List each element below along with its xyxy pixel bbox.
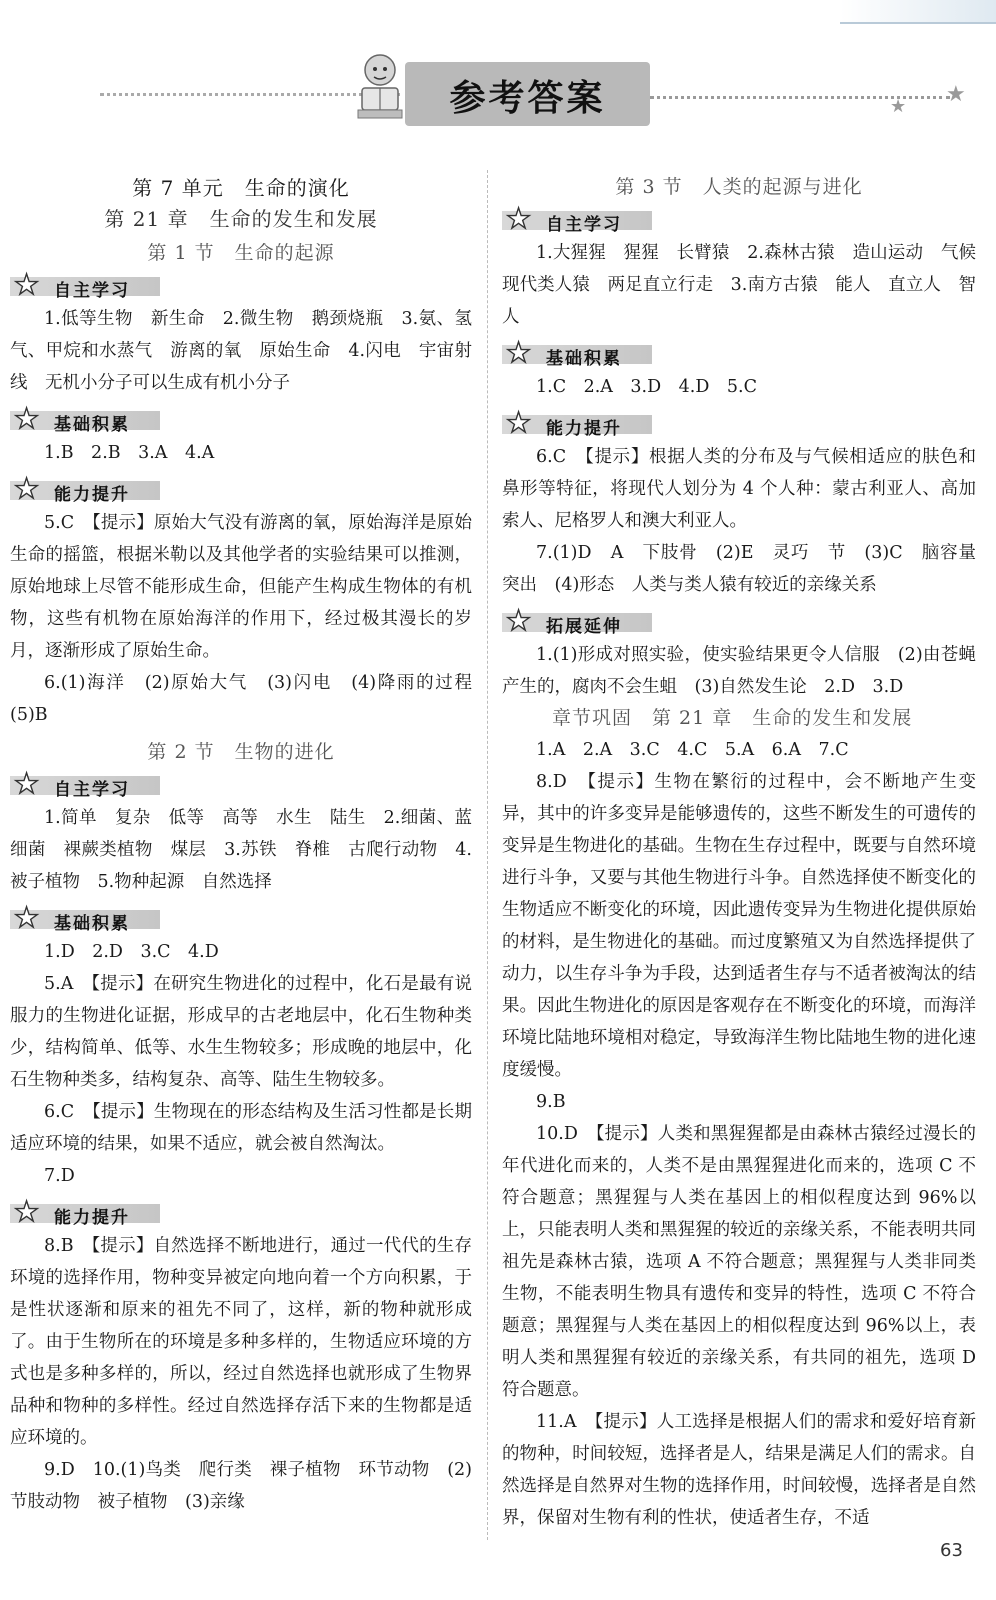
- tag-label: 自主学习: [54, 281, 130, 301]
- star-icon: ★: [14, 767, 40, 800]
- answer-paragraph: 5.A 【提示】在研究生物进化的过程中，化石是最有说服力的生物进化证据，形成早的古老地层中，化石生物种类少，结构简单、低等、水生生物较多；形成晚的地层中，化石生物种类多，结构复杂、高等、陆生生物较多。: [10, 974, 472, 1090]
- column-divider: [487, 170, 488, 1540]
- tag-label: 能力提升: [54, 1208, 130, 1228]
- answer-paragraph: 1.简单 复杂 低等 高等 水生 陆生 2.细菌、蓝细菌 裸蕨类植物 煤层 3.苏铁 脊椎 古爬行动物 4.被子植物 5.物种起源 自然选择: [10, 808, 472, 892]
- answer-paragraph: 1.(1)形成对照实验，使实验结果更令人信服 (2)由苍蝇产生的，腐肉不会生蛆 (3)自然发生论 2.D 3.D: [502, 645, 976, 697]
- answer-paragraph: 6.C 【提示】根据人类的分布及与气候相适应的肤色和鼻形等特征，将现代人划分为 4 个人种：蒙古利亚人、高加索人、尼格罗人和澳大利亚人。: [502, 447, 976, 531]
- section-tag: [502, 604, 976, 637]
- answer-paragraph: 5.C 【提示】原始大气没有游离的氧，原始海洋是原始生命的摇篮，根据米勒以及其他学者的实验结果可以推测，原始地球上尽管不能形成生命，但能产生构成生物体的有机物，这些有机物在原始海洋的作用下，经过极其漫长的岁月，逐渐形成了原始生命。: [10, 513, 472, 661]
- answer-paragraph: 7.(1)D A 下肢骨 (2)E 灵巧 节 (3)C 脑容量 突出 (4)形态 人类与类人猿有较近的亲缘关系: [502, 543, 994, 595]
- tag-label: 自主学习: [546, 215, 622, 235]
- tag-label: 自主学习: [54, 780, 130, 800]
- answer-paragraph: 1.B 2.B 3.A 4.A: [44, 443, 215, 463]
- answer-paragraph: 11.A 【提示】人工选择是根据人们的需求和爱好培育新的物种，时间较短，选择者是人，结果是满足人们的需求。自然选择是自然界对生物的选择作用，时间较慢，选择者是自然界，保留对生物有利的性状，使适者生存，不适: [502, 1412, 976, 1528]
- answer-paragraph: 1.大猩猩 猩猩 长臂猿 2.森林古猿 造山运动 气候 现代类人猿 两足直立行走 3.南方古猿 能人 直立人 智人: [502, 243, 994, 327]
- section-tag: [10, 1195, 472, 1228]
- mascot-icon: [352, 50, 404, 122]
- review-title: 章节巩固 第 21 章 生命的发生和发展: [552, 707, 913, 729]
- section-tag: [502, 202, 976, 235]
- section-tag: [502, 336, 976, 369]
- answer-paragraph: 1.低等生物 新生命 2.微生物 鹅颈烧瓶 3.氨、氢气、甲烷和水蒸气 游离的氧 原始生命 4.闪电 宇宙射线 无机小分子可以生成有机小分子: [10, 309, 472, 393]
- section-tag: [502, 406, 976, 439]
- tag-label: 基础积累: [54, 914, 130, 934]
- chapter-title: 第 21 章 生命的发生和发展: [104, 207, 378, 231]
- section-tag: [10, 901, 472, 934]
- answer-paragraph: 7.D: [44, 1166, 75, 1186]
- star-icon: ★: [14, 268, 40, 301]
- answer-paragraph: 1.C 2.A 3.D 4.D 5.C: [536, 377, 757, 397]
- left-column: [10, 166, 490, 1518]
- answer-paragraph: 8.B 【提示】自然选择不断地进行，通过一代代的生存环境的选择作用，物种变异被定向地向着一个方向积累，于是性状逐渐和原来的祖先不同了，这样，新的物种就形成了。由于生物所在的环境是多种多样的，生物适应环境的方式也是多种多样的，所以，经过自然选择也就形成了生物界品种和物种的多样性。经过自然选择存活下来的生物都是适应环境的。: [10, 1236, 472, 1448]
- answer-paragraph: 1.A 2.A 3.C 4.C 5.A 6.A 7.C: [536, 740, 849, 760]
- right-column: [502, 166, 994, 1534]
- star-icon: ★: [946, 82, 966, 107]
- tag-label: 拓展延伸: [546, 617, 622, 637]
- answer-paragraph: 1.D 2.D 3.C 4.D: [44, 942, 219, 962]
- tag-label: 能力提升: [54, 485, 130, 505]
- answer-paragraph: 10.D 【提示】人类和黑猩猩都是由森林古猿经过漫长的年代进化而来的，人类不是由黑猩猩进化而来的，选项 C 不符合题意；黑猩猩与人类在基因上的相似程度达到 96%以上，只能表明人类和黑猩猩的较近的亲缘关系，不能表明共同祖先是森林古猿，选项 A 不符合题意；黑猩猩与人类非同类生物，不能表明生物具有遗传和变异的特性，选项 C 不符合题意；黑猩猩与人类在基因上的相似程度达到 96%以上，表明人类和黑猩猩有较近的亲缘关系，有共同的祖先，选项 D 符合题意。: [502, 1124, 976, 1400]
- answer-paragraph: 9.B: [536, 1092, 566, 1112]
- star-icon: ★: [14, 402, 40, 435]
- tag-label: 基础积累: [54, 415, 130, 435]
- answer-paragraph: 8.D 【提示】生物在繁衍的过程中，会不断地产生变异，其中的许多变异是能够遗传的，这些不断发生的可遗传的变异是生物进化的基础。生物在生存过程中，既要与自然环境进行斗争，又要与其他生物进行斗争。自然选择使不断变化的生物适应不断变化的环境，因此遗传变异为生物进化提供原始的材料，是生物进化的基础。而过度繁殖又为自然选择提供了动力，以生存斗争为手段，达到适者生存与不适者被淘汰的结果。因此生物进化的原因是客观存在不断变化的环境，而海洋环境比陆地环境相对稳定，导致海洋生物比陆地生物的进化速度缓慢。: [502, 772, 976, 1080]
- star-icon: ★: [14, 1195, 40, 1228]
- star-icon: ★: [890, 96, 907, 117]
- answer-paragraph: 9.D 10.(1)鸟类 爬行类 裸子植物 环节动物 (2)节肢动物 被子植物 (3)亲缘: [10, 1460, 472, 1512]
- answer-paragraph: 6.C 【提示】生物现在的形态结构及生活习性都是长期适应环境的结果，如果不适应，就会被自然淘汰。: [10, 1102, 472, 1154]
- star-icon: ★: [506, 406, 532, 439]
- answer-paragraph: 6.(1)海洋 (2)原始大气 (3)闪电 (4)降雨的过程 (5)B: [10, 673, 490, 725]
- section-title: 第 1 节 生命的起源: [147, 242, 335, 264]
- section-tag: [10, 268, 472, 301]
- page-title: 参考答案: [449, 78, 606, 119]
- star-icon: ★: [14, 472, 40, 505]
- tag-label: 能力提升: [546, 419, 622, 439]
- section-tag: [10, 472, 472, 505]
- tag-label: 基础积累: [546, 349, 622, 369]
- section-title: 第 2 节 生物的进化: [147, 741, 335, 763]
- page-number: 63: [940, 1540, 963, 1561]
- unit-title: 第 7 单元 生命的演化: [132, 176, 350, 200]
- header-book-decoration: [840, 0, 996, 24]
- star-icon: ★: [506, 202, 532, 235]
- star-icon: ★: [506, 604, 532, 637]
- star-icon: ★: [506, 336, 532, 369]
- section-tag: [10, 402, 472, 435]
- section-tag: [10, 767, 472, 800]
- section-title: 第 3 节 人类的起源与进化: [615, 176, 863, 198]
- star-icon: ★: [14, 901, 40, 934]
